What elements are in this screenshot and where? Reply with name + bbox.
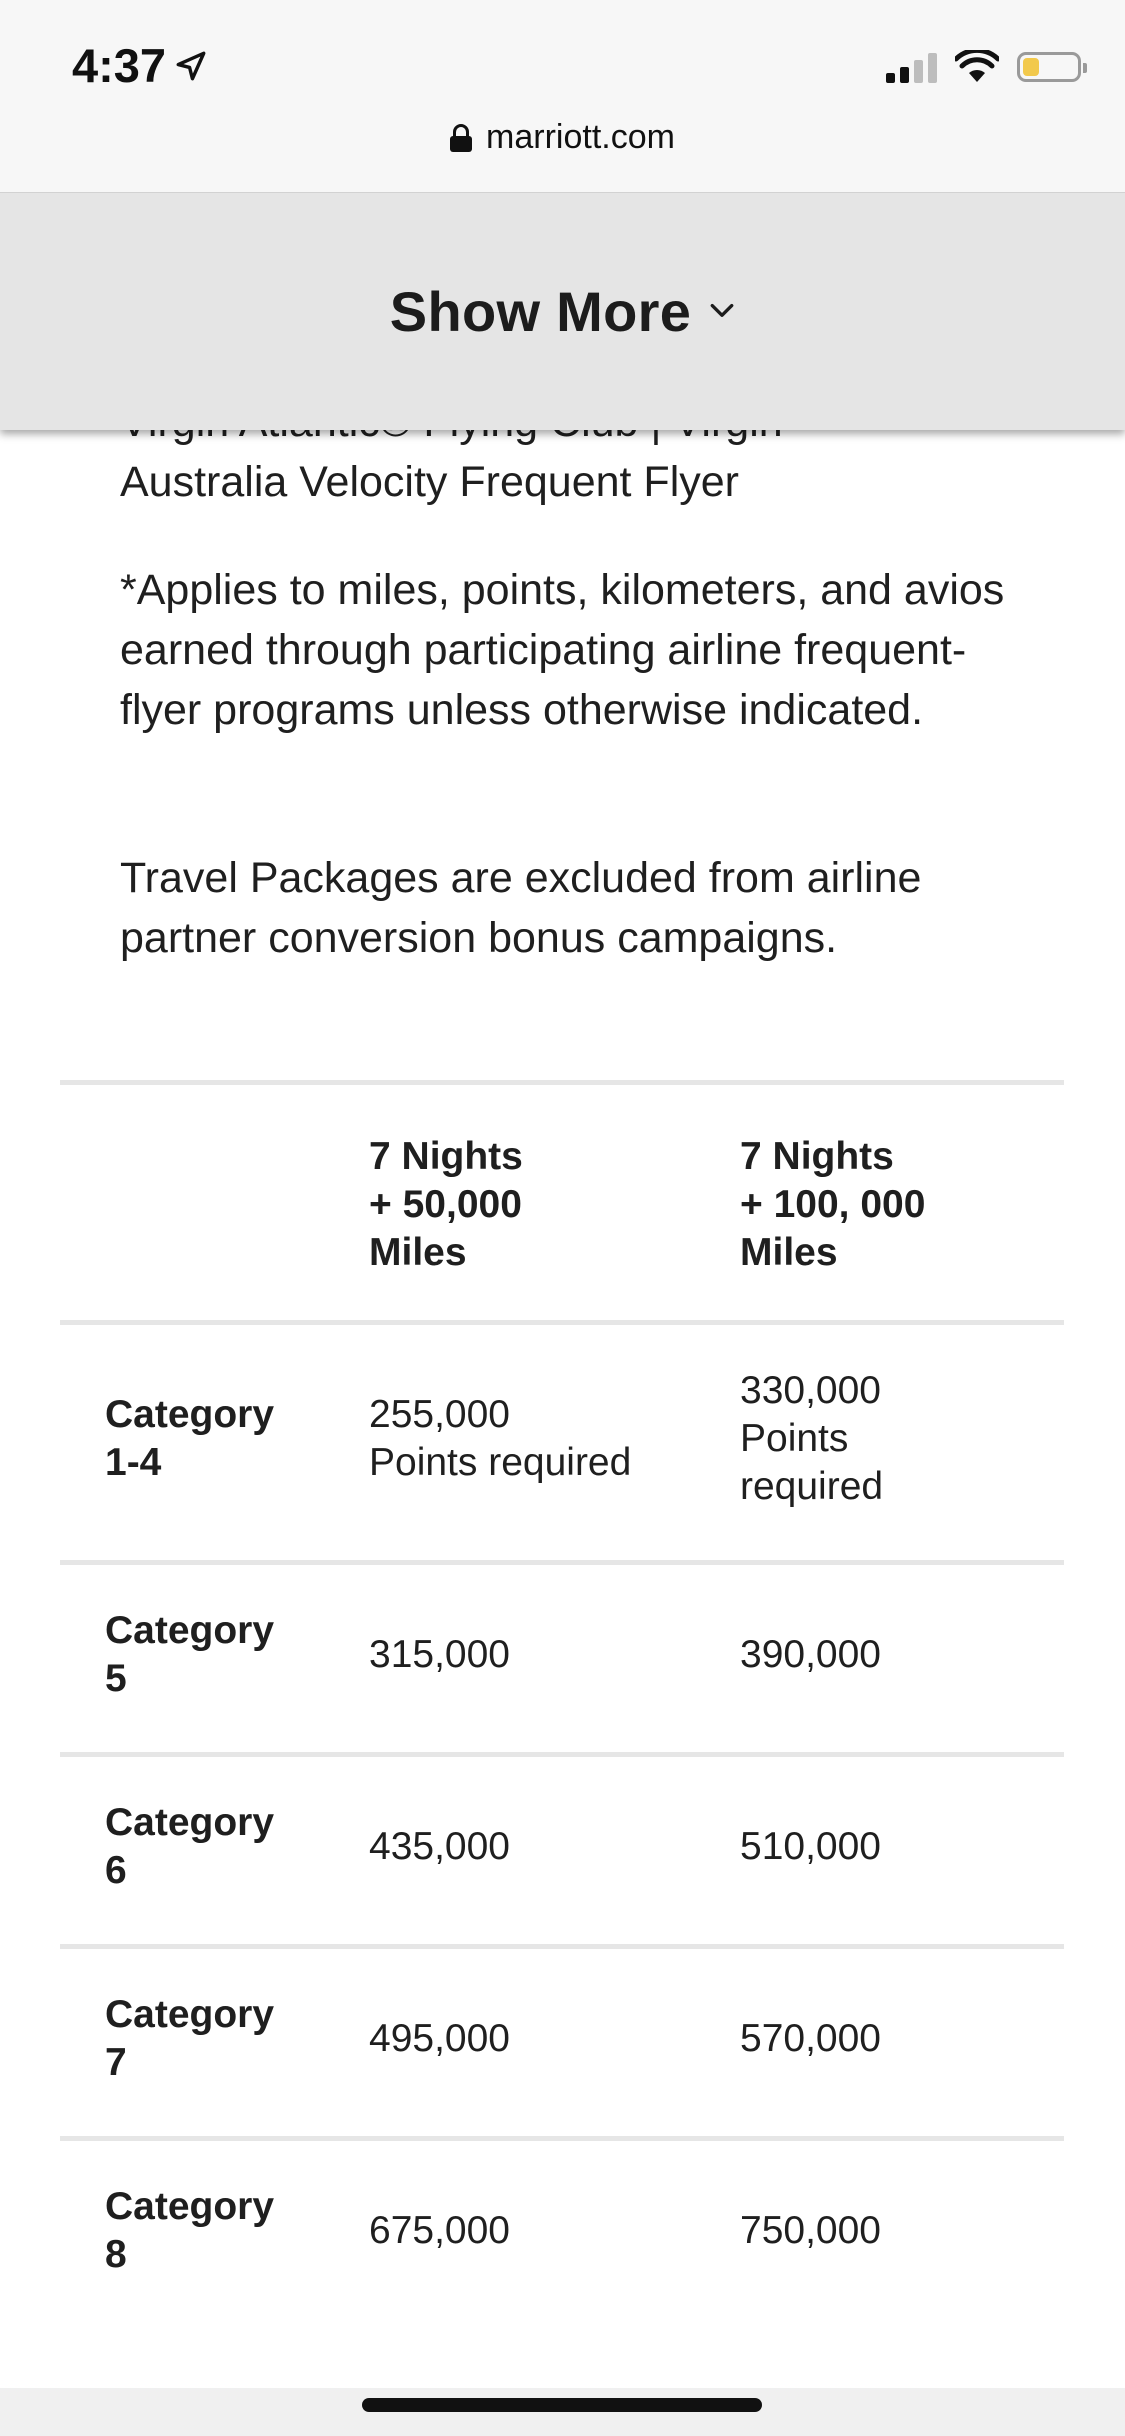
row-points-col2: 330,000 Points required (740, 1369, 884, 1508)
row-points-col1: 255,000 Points required (369, 1393, 632, 1484)
url-bar[interactable] (0, 118, 1125, 157)
browser-top-bar (0, 0, 1125, 193)
award-chart-table (60, 1080, 1064, 2328)
row-category: Category 7 (105, 1993, 275, 2084)
show-more-label: Show More (389, 279, 692, 343)
status-time-text: 4:37 (72, 39, 167, 92)
table-row (60, 1320, 1064, 1560)
row-category: Category 6 (105, 1801, 275, 1892)
travel-packages-note: Travel Packages are excluded from airline partner conversion bonus campaigns. (120, 854, 922, 962)
header-col-100000-miles: 7 Nights + 100, 000 Miles (740, 1135, 926, 1274)
row-category: Category 1-4 (105, 1393, 275, 1484)
battery-icon (1017, 52, 1081, 82)
table-row (60, 1560, 1064, 1752)
row-points-col1: 315,000 (369, 1633, 510, 1676)
status-time (72, 38, 208, 93)
table-row (60, 1944, 1064, 2136)
lock-icon (450, 124, 472, 152)
row-category: Category 8 (105, 2185, 275, 2276)
header-col-50000-miles: 7 Nights + 50,000 Miles (369, 1135, 523, 1274)
table-header-row (60, 1080, 1064, 1320)
status-indicators (886, 50, 1081, 84)
row-points-col2: 390,000 (740, 1633, 881, 1676)
table-row (60, 2136, 1064, 2328)
table-row (60, 1752, 1064, 1944)
row-category: Category 5 (105, 1609, 275, 1700)
row-points-col1: 495,000 (369, 2017, 510, 2060)
wifi-icon (955, 50, 999, 84)
cellular-signal-icon (886, 51, 937, 83)
partner-list-line: Australia Velocity Frequent Flyer (120, 458, 739, 506)
location-arrow-icon (174, 49, 208, 83)
home-indicator[interactable] (362, 2398, 762, 2412)
row-points-col2: 750,000 (740, 2209, 881, 2252)
row-points-col1: 675,000 (369, 2209, 510, 2252)
chevron-down-icon (709, 298, 735, 324)
row-points-col1: 435,000 (369, 1825, 510, 1868)
footnote-text: *Applies to miles, points, kilometers, and avios earned through participating airline frequent-flyer programs unless otherwise indicated. (120, 566, 1005, 734)
home-indicator-area (0, 2388, 1125, 2436)
show-more-button[interactable] (0, 192, 1125, 430)
row-points-col2: 570,000 (740, 2017, 881, 2060)
row-points-col2: 510,000 (740, 1825, 881, 1868)
url-domain: marriott.com (486, 118, 675, 156)
